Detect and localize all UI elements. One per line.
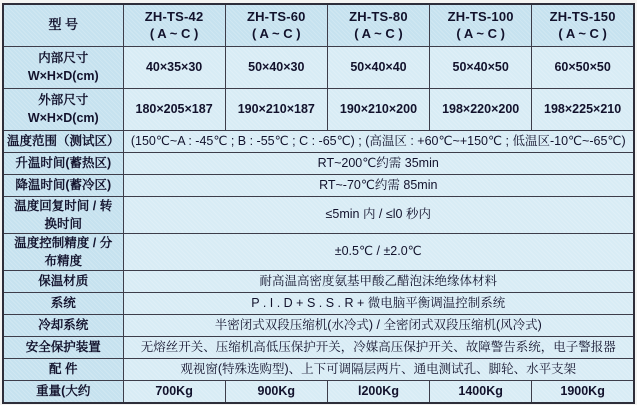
row-accessories <box>3 359 634 381</box>
model-range: ( A ~ C ) <box>456 26 505 42</box>
row-label <box>3 233 123 270</box>
row-label-line2: 换时间 <box>44 216 82 231</box>
model-cell <box>327 4 429 46</box>
spec-cell-span: ±0.5℃ / ±2.0℃ <box>123 233 634 270</box>
spec-cell-span: (150℃~A : -45℃ ; B : -55℃ ; C : -65℃) ; (高温区 : +60℃~+150℃ ; 低温区-10℃~-65℃) <box>123 130 634 152</box>
spec-cell-span: RT~-70℃约需 85min <box>123 174 634 196</box>
row-label: 安全保护装置 <box>3 337 123 359</box>
row-label-line1: 内部尺寸 <box>38 50 89 65</box>
spec-cell: 40×35×30 <box>123 46 225 88</box>
spec-cell: 190×210×200 <box>327 88 429 130</box>
spec-cell-span: 无熔丝开关、压缩机高低压保护开关，冷媒高压保护开关、故障警告系统，电子警报器 <box>123 337 634 359</box>
spec-cell: 190×210×187 <box>225 88 327 130</box>
model-cell <box>123 4 225 46</box>
spec-cell: 50×40×50 <box>430 46 532 88</box>
spec-cell: 50×40×40 <box>327 46 429 88</box>
spec-table <box>2 3 635 404</box>
row-recovery-time <box>3 196 634 233</box>
spec-cell: 50×40×30 <box>225 46 327 88</box>
spec-cell: 900Kg <box>225 381 327 403</box>
row-label <box>3 88 123 130</box>
spec-cell-span: ≤5min 内 / ≤l0 秒内 <box>123 196 634 233</box>
row-label-line1: 温度控制精度 / 分 <box>14 235 113 250</box>
row-label: 重量(大约 <box>3 381 123 403</box>
spec-cell: 198×220×200 <box>430 88 532 130</box>
model-name: ZH-TS-80 <box>349 8 408 24</box>
model-name: ZH-TS-42 <box>144 8 204 24</box>
spec-cell-span: RT~200℃约需 35min <box>123 152 634 174</box>
row-cooling-system <box>3 315 634 337</box>
row-label: 升温时间(蓄热区) <box>3 152 123 174</box>
spec-cell: l200Kg <box>327 381 429 403</box>
row-label <box>3 46 123 88</box>
spec-cell-span: 观视窗(特殊选购型)、上下可调隔层两片、通电测试孔、脚轮、水平支架 <box>123 359 634 381</box>
spec-cell: 198×225×210 <box>532 88 634 130</box>
row-label: 降温时间(蓄冷区) <box>3 174 123 196</box>
row-label: 冷却系统 <box>3 315 123 337</box>
model-cell <box>430 4 532 46</box>
spec-cell-span: 耐高温高密度氨基甲酸乙醋泡沫绝缘体材料 <box>123 271 634 293</box>
row-insulation <box>3 271 634 293</box>
spec-cell: 180×205×187 <box>123 88 225 130</box>
spec-cell: 700Kg <box>123 381 225 403</box>
row-accuracy <box>3 233 634 270</box>
row-inner-size <box>3 46 634 88</box>
row-safety-devices <box>3 337 634 359</box>
model-range: ( A ~ C ) <box>252 26 301 42</box>
spec-cell-span: P . I . D + S . S . R + 微电脑平衡调温控制系统 <box>123 293 634 315</box>
model-name: ZH-TS-60 <box>246 8 306 24</box>
model-range: ( A ~ C ) <box>558 26 607 42</box>
row-label-line2: 布精度 <box>44 253 82 268</box>
model-cell <box>225 4 327 46</box>
model-cell <box>532 4 634 46</box>
row-model-header <box>3 4 634 46</box>
row-label: 配 件 <box>3 359 123 381</box>
row-heat-time <box>3 152 634 174</box>
row-cool-time <box>3 174 634 196</box>
row-temp-range <box>3 130 634 152</box>
row-outer-size <box>3 88 634 130</box>
spec-cell: 1900Kg <box>532 381 634 403</box>
model-range: ( A ~ C ) <box>149 26 199 42</box>
model-name: ZH-TS-150 <box>549 8 616 24</box>
model-name: ZH-TS-100 <box>447 8 514 24</box>
row-system <box>3 293 634 315</box>
model-header-label: 型 号 <box>3 4 123 46</box>
row-label-line1: 外部尺寸 <box>38 92 89 107</box>
row-label <box>3 196 123 233</box>
row-label-line2: W×H×D(cm) <box>27 111 99 125</box>
row-label: 系统 <box>3 293 123 315</box>
row-label: 温度范围（测试区） <box>3 130 123 152</box>
row-label: 保温材质 <box>3 271 123 293</box>
spec-cell: 60×50×50 <box>532 46 634 88</box>
row-label-line1: 温度回复时间 / 转 <box>14 198 113 213</box>
row-weight <box>3 381 634 403</box>
spec-cell: 1400Kg <box>430 381 532 403</box>
spec-cell-span: 半密闭式双段压缩机(水冷式) / 全密闭式双段压缩机(风冷式) <box>123 315 634 337</box>
model-range: ( A ~ C ) <box>354 26 403 42</box>
row-label-line2: W×H×D(cm) <box>27 69 99 83</box>
